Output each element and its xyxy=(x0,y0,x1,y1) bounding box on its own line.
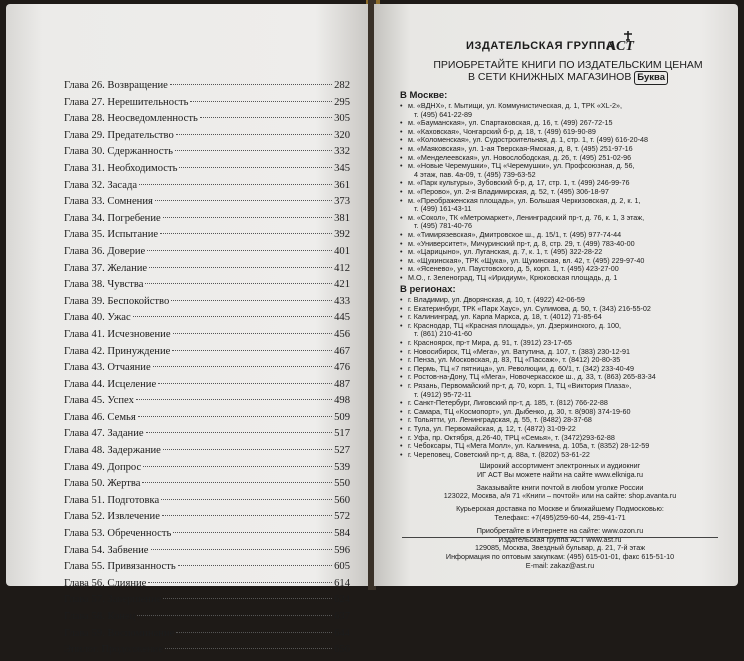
store-entry: • г. Владимир, ул. Дворянская, д. 10, т. (4922) 42-06-59 xyxy=(400,296,720,305)
store-entry: 4 этаж, пав. 4а-09, т. (495) 739-63-52 xyxy=(414,169,536,179)
toc-page-number: 624 xyxy=(334,594,350,606)
toc-leader-dots xyxy=(178,565,332,566)
toc-page-number: 467 xyxy=(334,345,350,357)
toc-chapter-title: Глава 35. Испытание xyxy=(64,229,159,241)
store-entry: • м. «Коломенская», ул. Судостроительная, д. 1, стр. 1, т. (499) 616-20-48 xyxy=(400,136,720,145)
toc-page-number: 456 xyxy=(334,328,350,340)
toc-chapter-title: Глава 42. Принуждение xyxy=(64,345,171,357)
toc-leader-dots xyxy=(139,184,332,185)
store-entry: • м. «ВДНХ», г. Мытищи, ул. Коммунистическая, д. 1, ТРК «XL-2», xyxy=(400,102,720,111)
toc-row xyxy=(64,379,350,396)
table-of-contents xyxy=(64,80,350,661)
toc-chapter-title: Глава 33. Сомнения xyxy=(64,196,153,208)
toc-row xyxy=(64,312,350,329)
toc-chapter-title: Глава 43. Отчаяние xyxy=(64,362,151,374)
store-entry: • г. Череповец, Советский пр-т, д. 88а, т. (8202) 53-61-22 xyxy=(400,451,720,460)
store-entry: • м. «Щукинская», ТРК «Щука», ул. Щукинская, вл. 42, т. (495) 229-97-40 xyxy=(400,257,720,266)
toc-chapter-title: Глава 31. Необходимость xyxy=(64,162,178,174)
bukva-brand-badge: Буква xyxy=(634,71,668,85)
footer-line: Курьерская доставка по Москве и ближайшему Подмосковью: xyxy=(456,504,664,514)
toc-page-number: 539 xyxy=(334,461,350,473)
toc-chapter-title: Глава 54. Забвение xyxy=(64,544,149,556)
toc-leader-dots xyxy=(175,150,332,151)
toc-leader-dots xyxy=(149,267,332,268)
store-entry: • м. «Парк культуры», Зубовский б-р, д. 17, стр. 1, т. (499) 246-99-76 xyxy=(400,179,720,188)
store-entry: • г. Пермь, ТЦ «7 пятница», ул. Революции, д. 60/1, т. (342) 233-40-49 xyxy=(400,365,720,374)
toc-chapter-title: Глава 55. Привязанность xyxy=(64,561,176,573)
store-entry: • м. «Маяковская», ул. 1-ая Тверская-Ямская, д. 8, т. (495) 251-97-16 xyxy=(400,145,720,154)
toc-chapter-title: Глава 58. Конец xyxy=(64,611,136,622)
store-entry: • г. Самара, ТЦ «Космопорт», ул. Дыбенко, д. 30, т. 8(908) 374-19-60 xyxy=(400,408,720,417)
toc-page-number: 498 xyxy=(334,395,350,407)
toc-row xyxy=(64,329,350,346)
toc-leader-dots xyxy=(147,250,332,251)
toc-page-number: 373 xyxy=(334,196,350,208)
footer-line: Широкий ассортимент электронных и аудиокниг xyxy=(479,461,641,470)
toc-chapter-title: Глава 28. Неосведомленность xyxy=(64,113,198,125)
toc-row xyxy=(64,594,350,611)
store-entry: т. (495) 781-40-76 xyxy=(414,221,473,231)
toc-page-number: 644 xyxy=(334,627,350,639)
toc-row xyxy=(64,462,350,479)
toc-leader-dots xyxy=(145,283,332,284)
toc-page-number: 381 xyxy=(334,212,350,224)
toc-row xyxy=(64,511,350,528)
toc-row xyxy=(64,246,350,263)
toc-page-number: 527 xyxy=(334,445,350,457)
toc-chapter-title: Глава 51. Подготовка xyxy=(64,494,160,506)
store-entry: • м. «Бауманская», ул. Спартаковская, д. 16, т. (499) 267-72-15 xyxy=(400,119,720,128)
toc-row xyxy=(64,263,350,280)
toc-page-number: 584 xyxy=(334,528,350,540)
toc-row xyxy=(64,180,350,197)
toc-page-number: 476 xyxy=(334,362,350,374)
toc-leader-dots xyxy=(160,233,332,234)
toc-leader-dots xyxy=(171,300,332,301)
toc-page-number: 401 xyxy=(334,245,350,257)
store-entry: • м. «Университет», Мичуринский пр-т, д. 8, стр. 29, т. (499) 783-40-00 xyxy=(400,240,720,249)
headline xyxy=(418,59,718,85)
footer-line: Информация по оптовым закупкам: (495) 615-01-01, факс 615-51-10 xyxy=(445,552,675,562)
toc-row xyxy=(64,97,350,114)
store-entry: • М.О., г. Зеленоград, ТЦ «Иридиум», Крюковская площадь, д. 1 xyxy=(400,274,720,283)
toc-page-number: 614 xyxy=(334,577,350,589)
toc-row xyxy=(64,346,350,363)
toc-chapter-title: Глава 46. Семья xyxy=(64,411,136,423)
toc-page-number: 412 xyxy=(334,262,350,274)
toc-page-number: 305 xyxy=(334,113,350,125)
store-entry: • г. Тула, ул. Первомайская, д. 12, т. (4872) 31-09-22 xyxy=(400,425,720,434)
toc-row xyxy=(64,628,350,645)
toc-chapter-title: Глава 39. Беспокойство xyxy=(64,295,170,307)
toc-chapter-title: Глава 34. Погребение xyxy=(64,212,161,224)
toc-row xyxy=(64,428,350,445)
toc-row xyxy=(64,146,350,163)
store-entry: • м. «Тимирязевская», Дмитровское ш., д. 15/1, т. (495) 977-74-44 xyxy=(400,231,720,240)
store-entry: • г. Тольятти, ул. Ленинградская, д. 55, т. (8482) 28-37-68 xyxy=(400,416,720,425)
store-entry: т. (4912) 95-72-11 xyxy=(414,389,472,399)
toc-leader-dots xyxy=(163,217,332,218)
store-entry: • м. «Каховская», Чонгарский б-р, д. 18, т. (499) 619-90-89 xyxy=(400,128,720,137)
store-entry: • г. Новосибирск, ТЦ «Мега», ул. Ватутина, д. 107, т. (383) 230-12-91 xyxy=(400,348,720,357)
footer-line: Издательская группа АСТ www.ast.ru xyxy=(498,534,622,544)
toc-leader-dots xyxy=(158,383,332,384)
toc-leader-dots xyxy=(153,366,332,367)
toc-page-number: 637 xyxy=(334,611,350,622)
headline-line-2 xyxy=(418,71,718,85)
footer-line: ИГ АСТ Вы можете найти на сайте www.elkniga.ru xyxy=(476,469,643,479)
toc-row xyxy=(64,412,350,429)
store-entry: • м. «Новые Черемушки», ТЦ «Черемушки», ул. Профсоюзная, д. 56, xyxy=(400,162,720,171)
toc-page-number: 605 xyxy=(334,561,350,573)
store-entry: • г. Уфа, пр. Октября, д.26-40, ТРЦ «Семья», т. (3472)293-62-88 xyxy=(400,434,720,443)
toc-leader-dots xyxy=(173,333,333,334)
toc-row xyxy=(64,445,350,462)
toc-page-number: 596 xyxy=(334,544,350,556)
toc-chapter-title: Эпилог. Продолжение xyxy=(64,644,164,656)
footer-line: 123022, Москва, а/я 71 «Книги – почтой» или на сайте: shop.avanta.ru xyxy=(443,491,677,501)
toc-chapter-title: Глава 57. Завершение xyxy=(64,594,162,606)
toc-chapter-title: Глава 32. Засада xyxy=(64,179,138,191)
store-entry: • г. Рязань, Первомайский пр-т, д. 70, корп. 1, ТЦ «Виктория Плаза», xyxy=(400,382,720,391)
regions-store-list xyxy=(400,296,720,459)
ast-logo-icon xyxy=(606,28,636,54)
headline-line-1: ПРИОБРЕТАЙТЕ КНИГИ ПО ИЗДАТЕЛЬСКИМ ЦЕНАМ xyxy=(433,59,703,71)
toc-leader-dots xyxy=(136,399,332,400)
toc-row xyxy=(64,296,350,313)
ast-logo-text: АСТ xyxy=(607,39,634,54)
toc-row xyxy=(64,362,350,379)
toc-chapter-title: Глава 44. Исцеление xyxy=(64,378,157,390)
toc-chapter-title: Глава 37. Желание xyxy=(64,262,148,274)
toc-row xyxy=(64,611,350,628)
toc-chapter-title: Глава 52. Извлечение xyxy=(64,511,160,523)
toc-page-number: 295 xyxy=(334,96,350,108)
toc-leader-dots xyxy=(176,134,332,135)
store-entry: • г. Екатеринбург, ТРК «Парк Хаус», ул. Сулимова, д. 50, т. (343) 216-55-02 xyxy=(400,305,720,314)
store-entry: • г. Санкт-Петербург, Лиговский пр-т, д. 185, т. (812) 766-22-88 xyxy=(400,399,720,408)
toc-row xyxy=(64,80,350,97)
toc-leader-dots xyxy=(179,167,332,168)
toc-page-number: 560 xyxy=(334,494,350,506)
toc-leader-dots xyxy=(148,582,332,583)
toc-leader-dots xyxy=(165,648,332,649)
toc-leader-dots xyxy=(173,532,332,533)
footer-line: E-mail: zakaz@ast.ru xyxy=(525,560,595,570)
toc-chapter-title: Глава 49. Допрос xyxy=(64,461,142,473)
toc-chapter-title: Глава 50. Жертва xyxy=(64,478,141,490)
store-entry: • г. Ростов-на-Дону, ТЦ «Мега», Новочеркасское ш., д. 33, т. (863) 265-83-34 xyxy=(400,373,720,382)
toc-page-number: 332 xyxy=(334,146,350,158)
right-page xyxy=(374,4,738,586)
toc-row xyxy=(64,578,350,595)
toc-page-number: 517 xyxy=(334,428,350,440)
toc-chapter-title: Глава 41. Исчезновение xyxy=(64,328,171,340)
toc-page-number: 345 xyxy=(334,162,350,174)
toc-chapter-title: Глава 56. Слияние xyxy=(64,577,147,589)
toc-chapter-title: Глава 40. Ужас xyxy=(64,312,131,324)
toc-row xyxy=(64,196,350,213)
toc-row xyxy=(64,395,350,412)
store-entry: • м. «Царицыно», ул. Луганская, д. 7, к. 1, т. (495) 322-28-22 xyxy=(400,248,720,257)
toc-chapter-title: Глава 36. Доверие xyxy=(64,245,146,257)
left-page xyxy=(6,4,370,656)
toc-leader-dots xyxy=(142,482,332,483)
moscow-store-list xyxy=(400,102,720,282)
toc-row xyxy=(64,528,350,545)
store-entry: • г. Пенза, ул. Московская, д. 83, ТЦ «Пассаж», т. (8412) 20-80-35 xyxy=(400,356,720,365)
toc-page-number: 509 xyxy=(334,411,350,423)
toc-leader-dots xyxy=(138,416,332,417)
store-entry: т. (499) 161-43-11 xyxy=(414,204,472,214)
toc-row xyxy=(64,644,350,661)
toc-row xyxy=(64,130,350,147)
headline-line-2-text: В СЕТИ КНИЖНЫХ МАГАЗИНОВ xyxy=(467,71,632,83)
toc-chapter-title: Глава 38. Чувства xyxy=(64,279,144,291)
store-entry: • г. Калининград, ул. Карла Маркса, д. 18, т. (4012) 71-85-64 xyxy=(400,313,720,322)
toc-chapter-title: Глава 47. Задание xyxy=(64,428,144,440)
toc-leader-dots xyxy=(176,632,332,633)
store-entry: т. (861) 210-41-60 xyxy=(414,329,473,339)
divider-line xyxy=(402,537,718,538)
toc-leader-dots xyxy=(170,84,332,85)
toc-leader-dots xyxy=(155,200,332,201)
toc-page-number: 433 xyxy=(334,295,350,307)
store-entry: • м. «Менделеевская», ул. Новослободская, д. 26, т. (495) 251-02-96 xyxy=(400,154,720,163)
toc-page-number: 550 xyxy=(334,478,350,490)
toc-leader-dots xyxy=(161,499,332,500)
toc-page-number: 361 xyxy=(334,179,350,191)
footer-line: Приобретайте в Интернете на сайте: www.ozon.ru xyxy=(476,525,644,535)
toc-leader-dots xyxy=(133,316,332,317)
toc-chapter-title: Глава 45. Успех xyxy=(64,395,134,407)
toc-chapter-title: Глава 27. Нерешительность xyxy=(64,96,189,108)
toc-page-number: 656 xyxy=(334,644,350,656)
toc-chapter-title: Глава 29. Предательство xyxy=(64,129,174,141)
toc-page-number: 445 xyxy=(334,312,350,324)
toc-leader-dots xyxy=(163,449,332,450)
toc-row xyxy=(64,113,350,130)
footer-line: 129085, Москва, Звездный бульвар, д. 21, 7-й этаж xyxy=(474,543,646,553)
store-entry: • г. Чебоксары, ТЦ «Мега Молл», ул. Калинина, д. 105а, т. (8352) 28-12-59 xyxy=(400,442,720,451)
toc-row xyxy=(64,163,350,180)
store-entry: т. (495) 641-22-89 xyxy=(414,109,473,119)
toc-row xyxy=(64,561,350,578)
toc-leader-dots xyxy=(200,117,332,118)
toc-row xyxy=(64,279,350,296)
publisher-footer xyxy=(400,462,720,571)
store-entry: • г. Краснодар, ТЦ «Красная площадь», ул. Дзержинского, д. 100, xyxy=(400,322,720,331)
toc-page-number: 392 xyxy=(334,229,350,241)
store-entry: • м. «Ясенево», ул. Паустовского, д. 5, корп. 1, т. (495) 423-27-00 xyxy=(400,265,720,274)
toc-chapter-title: Глава 53. Обреченность xyxy=(64,528,172,540)
toc-chapter-title: Глава 30. Сдержанность xyxy=(64,146,173,158)
toc-page-number: 487 xyxy=(334,378,350,390)
toc-leader-dots xyxy=(163,598,332,599)
toc-chapter-title: Глава 48. Задержание xyxy=(64,445,161,457)
toc-page-number: 282 xyxy=(334,80,350,91)
toc-row xyxy=(64,229,350,246)
toc-leader-dots xyxy=(137,615,332,616)
toc-row xyxy=(64,495,350,512)
toc-chapter-title: Глава 59. Воспоминание xyxy=(64,627,175,639)
toc-row xyxy=(64,545,350,562)
toc-page-number: 572 xyxy=(334,511,350,523)
toc-leader-dots xyxy=(151,549,333,550)
footer-line: Телефакс: +7(495)259-60-44, 259-41-71 xyxy=(494,512,626,522)
regions-heading: В регионах: xyxy=(400,284,456,295)
publisher-name: ИЗДАТЕЛЬСКАЯ ГРУППА xyxy=(466,40,615,52)
store-entry: • м. «Сокол», ТК «Метромаркет», Ленинградский пр-т, д. 76, к. 1, 3 этаж, xyxy=(400,214,720,223)
toc-chapter-title: Глава 26. Возвращение xyxy=(64,80,168,91)
toc-row xyxy=(64,213,350,230)
toc-leader-dots xyxy=(190,101,332,102)
toc-leader-dots xyxy=(146,432,333,433)
store-entry: • м. «Перово», ул. 2-я Владимирская, д. 52, т. (495) 306-18-97 xyxy=(400,188,720,197)
footer-line: Заказывайте книги почтой в любом уголке России xyxy=(476,482,644,492)
toc-leader-dots xyxy=(172,350,332,351)
toc-leader-dots xyxy=(143,466,332,467)
toc-row xyxy=(64,478,350,495)
moscow-heading: В Москве: xyxy=(400,90,448,101)
toc-leader-dots xyxy=(162,515,332,516)
store-entry: • м. «Преображенская площадь», ул. Большая Черкизовская, д. 2, к. 1, xyxy=(400,197,720,206)
store-entry: • г. Красноярск, пр-т Мира, д. 91, т. (3912) 23-17-65 xyxy=(400,339,720,348)
toc-page-number: 421 xyxy=(334,279,350,291)
toc-page-number: 320 xyxy=(334,129,350,141)
